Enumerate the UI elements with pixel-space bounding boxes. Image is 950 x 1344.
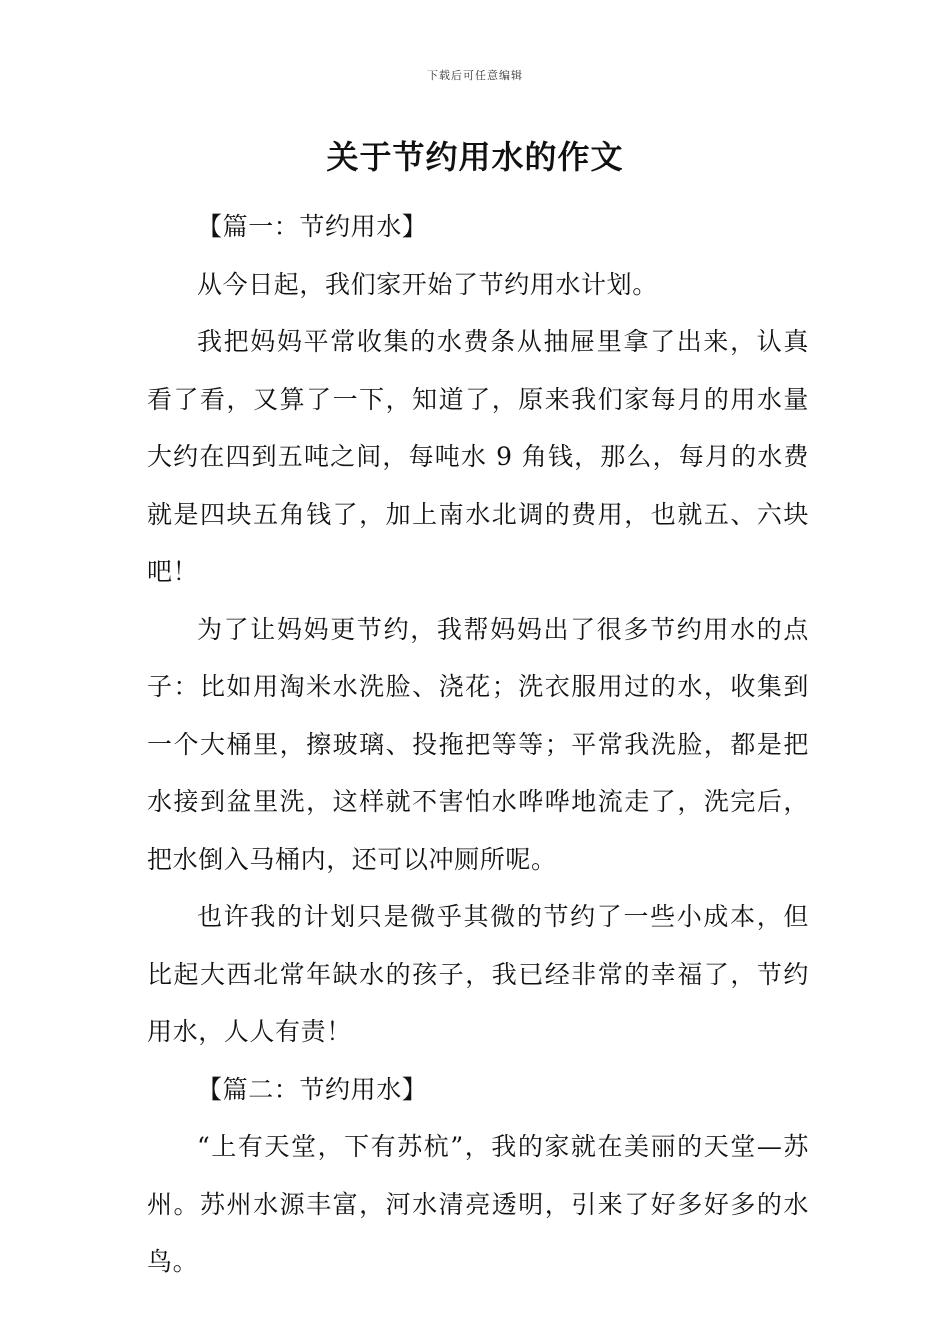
- header-note: 下载后可任意编辑: [427, 69, 523, 82]
- section-heading-2: 【篇二：节约用水】: [197, 1074, 428, 1104]
- document-title: 关于节约用水的作文: [326, 138, 624, 176]
- document-body: [147, 198, 809, 1291]
- paragraph: 也许我的计划只是微乎其微的节约了一些小成本，但比起大西北常年缺水的孩子，我已经非常的幸福了，节约用水，人人有责！: [147, 902, 809, 1046]
- paragraph: 为了让妈妈更节约，我帮妈妈出了很多节约用水的点子：比如用淘米水洗脸、浇花；洗衣服用过的水，收集到一个大桶里，擦玻璃、投拖把等等；平常我洗脸，都是把水接到盆里洗，这样就不害怕水哗哗地流走了，洗完后，把水倒入马桶内，还可以冲厕所呢。: [147, 614, 809, 874]
- paragraph: 从今日起，我们家开始了节约用水计划。: [197, 269, 658, 299]
- paragraph: “上有天堂，下有苏杭”，我的家就在美丽的天堂—苏州。苏州水源丰富，河水清亮透明，引来了好多好多的水鸟。: [147, 1132, 809, 1276]
- paragraph: 我把妈妈平常收集的水费条从抽屉里拿了出来，认真看了看，又算了一下，知道了，原来我们家每月的用水量大约在四到五吨之间，每吨水 9 角钱，那么，每月的水费就是四块五角钱了，加上南水北调的费用，也就五、六块吧！: [147, 327, 809, 586]
- section-heading-1: 【篇一：节约用水】: [197, 212, 428, 241]
